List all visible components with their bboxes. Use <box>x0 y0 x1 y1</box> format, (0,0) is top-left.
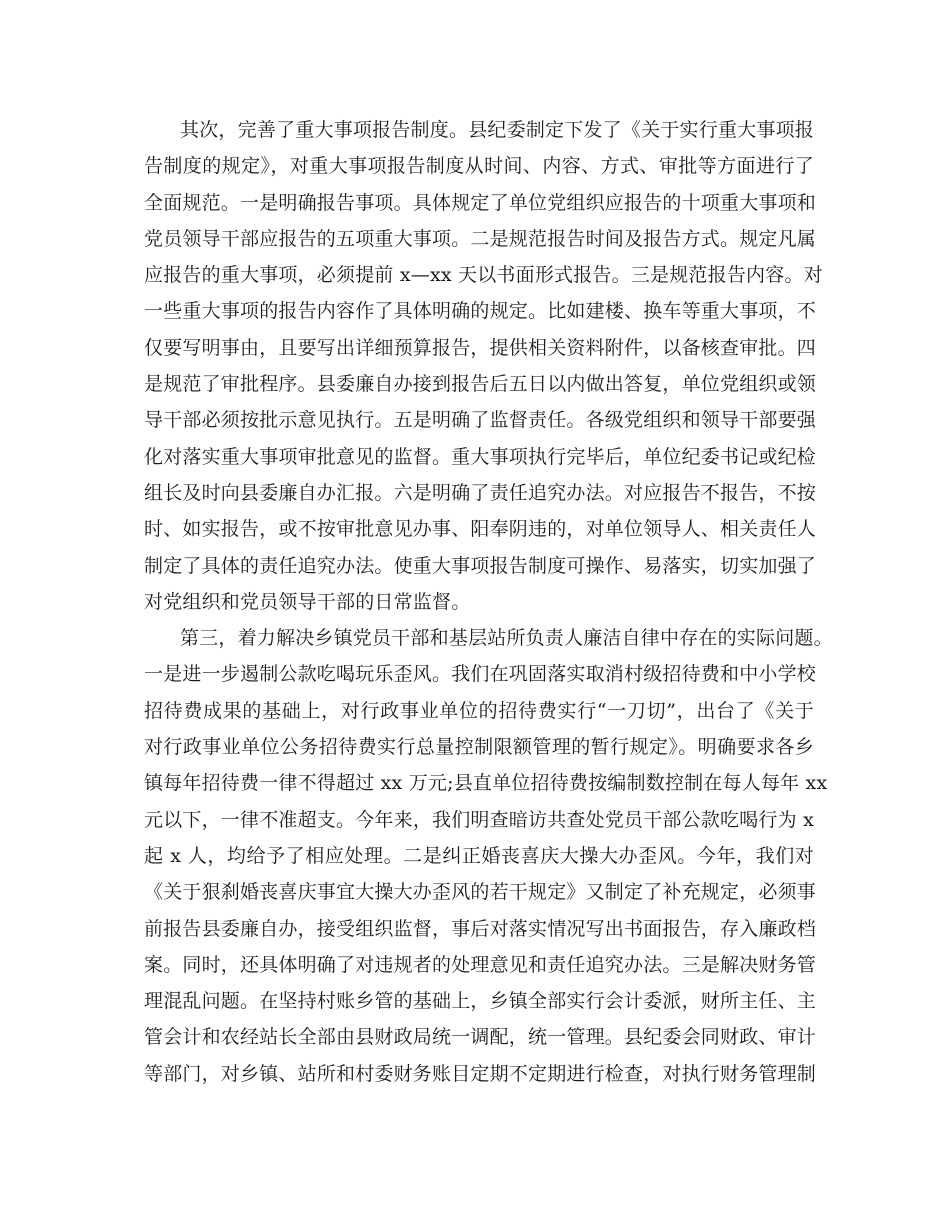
paragraph-line: 元以下，一律不准超支。今年来，我们明查暗访共查处党员干部公款吃喝行为 x <box>144 808 814 831</box>
paragraph-line: 应报告的重大事项，必须提前 x—xx 天以书面形式报告。三是规范报告内容。对 <box>144 264 823 287</box>
paragraph-line: 导干部必须按批示意见执行。五是明确了监督责任。各级党组织和领导干部要强 <box>144 409 817 432</box>
paragraph-line: 第三，着力解决乡镇党员干部和基层站所负责人廉洁自律中存在的实际问题。 <box>180 627 833 650</box>
paragraph-line: 化对落实重大事项审批意见的监督。重大事项执行完毕后，单位纪委书记或纪检 <box>144 445 817 468</box>
paragraph-line: 党员领导干部应报告的五项重大事项。二是规范报告时间及报告方式。规定凡属 <box>144 227 817 250</box>
paragraph-line: 案。同时，还具体明确了对违规者的处理意见和责任追究办法。三是解决财务管 <box>144 953 817 976</box>
paragraph-line: 组长及时向县委廉自办汇报。六是明确了责任追究办法。对应报告不报告，不按 <box>144 481 817 504</box>
paragraph-line: 镇每年招待费一律不得超过 xx 万元;县直单位招待费按编制数控制在每人每年 xx <box>144 772 828 795</box>
paragraph-line: 时、如实报告，或不按审批意见办事、阳奉阴违的，对单位领导人、相关责任人 <box>144 518 817 541</box>
paragraph-line: 一是进一步遏制公款吃喝玩乐歪风。我们在巩固落实取消村级招待费和中小学校 <box>144 663 817 686</box>
document-body <box>144 112 833 1092</box>
paragraph-line: 招待费成果的基础上，对行政事业单位的招待费实行“一刀切”，出台了《关于 <box>144 699 814 722</box>
paragraph-line: 管会计和农经站长全部由县财政局统一调配，统一管理。县纪委会同财政、审计 <box>144 1026 817 1049</box>
paragraph-line: 等部门，对乡镇、站所和村委财务账目定期不定期进行检查，对执行财务管理制 <box>144 1062 817 1085</box>
paragraph-line: 对行政事业单位公务招待费实行总量控制限额管理的暂行规定》。明确要求各乡 <box>144 736 814 759</box>
paragraph-line: 一些重大事项的报告内容作了具体明确的规定。比如建楼、换车等重大事项，不 <box>144 300 817 323</box>
paragraph-line: 前报告县委廉自办，接受组织监督，事后对落实情况写出书面报告，存入廉政档 <box>144 917 817 940</box>
paragraph-line: 对党组织和党员领导干部的日常监督。 <box>144 590 471 613</box>
paragraph-line: 其次，完善了重大事项报告制度。县纪委制定下发了《关于实行重大事项报 <box>180 119 814 141</box>
paragraph-line: 起 x 人，均给予了相应处理。二是纠正婚丧喜庆大操大办歪风。今年，我们对 <box>144 844 814 867</box>
paragraph-line: 是规范了审批程序。县委廉自办接到报告后五日以内做出答复，单位党组织或领 <box>144 373 817 396</box>
paragraph-line: 制定了具体的责任追究办法。使重大事项报告制度可操作、易落实，切实加强了 <box>144 554 817 577</box>
paragraph-line: 告制度的规定》，对重大事项报告制度从时间、内容、方式、审批等方面进行了 <box>144 155 814 178</box>
paragraph-line: 《关于狠刹婚丧喜庆事宜大操大办歪风的若干规定》又制定了补充规定，必须事 <box>144 881 817 904</box>
paragraph-line: 仅要写明事由，且要写出详细预算报告，提供相关资料附件，以备核查审批。四 <box>144 336 817 359</box>
paragraph-line: 理混乱问题。在坚持村账乡管的基础上，乡镇全部实行会计委派，财所主任、主 <box>144 990 817 1013</box>
paragraph-line: 全面规范。一是明确报告事项。具体规定了单位党组织应报告的十项重大事项和 <box>144 191 817 214</box>
